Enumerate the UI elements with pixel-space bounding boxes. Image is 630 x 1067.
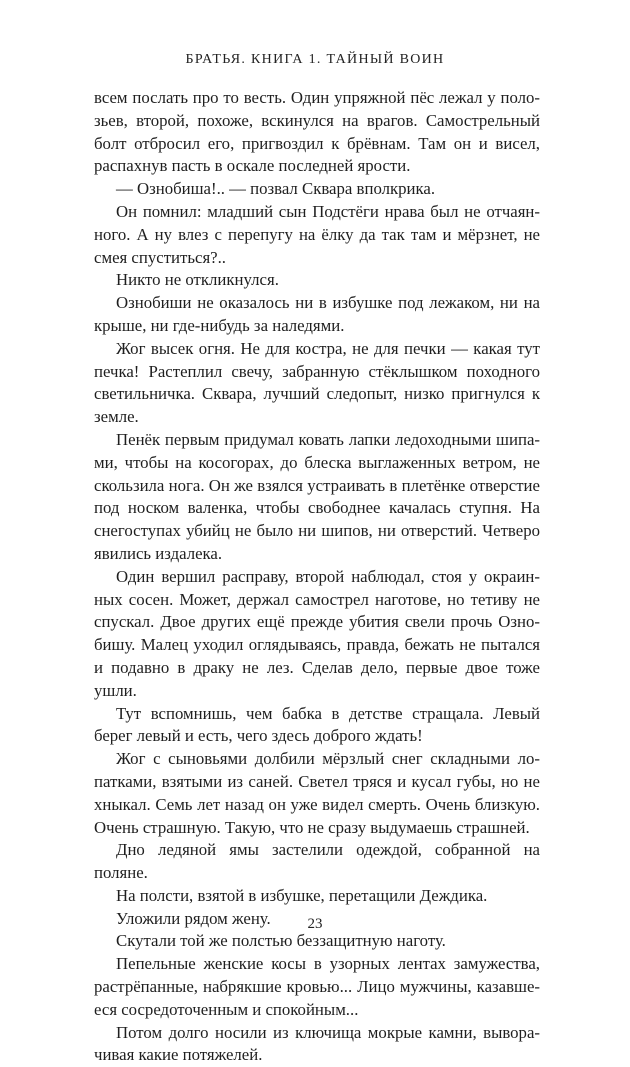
paragraph: Один вершил расправу, второй наблюдал, стоя у окраинных сосен. Может, держал самострел наготове, но тетиву не спускал. Двое других ещё прежде убития свели прочь Ознобишу. Малец уходил оглядываясь, правда, бежать не пытался и подавно в драку не лез. Сделав дело, первые двое тоже ушли. <box>94 566 540 700</box>
paragraph: — Ознобиша!.. — позвал Сквара вполкрика. <box>116 179 436 199</box>
paragraph: Потом долго носили из ключища мокрые камни, выворачивая какие потяжелей. <box>94 1022 540 1065</box>
paragraph: Никто не откликнулся. <box>116 270 279 290</box>
paragraph: На полсти, взятой в избушке, перетащили Деждика. <box>116 885 488 905</box>
paragraph: Жог с сыновьями долбили мёрзлый снег складными лопатками, взятыми из саней. Светел тряся и кусал губы, но не хныкал. Семь лет назад он уже видел смерть. Очень близкую. Очень страшную. Такую, что не сразу выдумаешь страшней. <box>94 749 540 837</box>
paragraph: Жог высек огня. Не для костра, не для печки — какая тут печка! Растеплил свечу, забранную стёклышком походного светильничка. Сквара, лучший следопыт, низко пригнулся к земле. <box>94 338 540 427</box>
paragraph: Пепельные женские косы в узорных лентах замужества, растрёпанные, набрякшие кровью... Лицо мужчины, казавшееся сосредоточенным и спокойным... <box>94 954 540 1019</box>
paragraph: Ознобиши не оказалось ни в избушке под лежаком, ни на крыше, ни где-нибудь за наледями. <box>94 293 540 335</box>
running-head: БРАТЬЯ. КНИГА 1. ТАЙНЫЙ ВОИН <box>185 52 445 67</box>
paragraph: всем послать про то весть. Один упряжной пёс лежал у полозьев, второй, похоже, вскинулся на врагов. Самострельный болт отбросил его, пригвоздил к брёвнам. Там он и висел, распахнув пасть в оскале последней ярости. <box>94 88 540 176</box>
paragraph: Тут вспомнишь, чем бабка в детстве стращала. Левый берег левый и есть, чего здесь доброго ждать! <box>94 703 540 746</box>
paragraph: Скутали той же полстью беззащитную наготу. <box>116 931 446 951</box>
paragraph: Дно ледяной ямы застелили одеждой, собранной на поляне. <box>94 840 540 883</box>
page-number: 23 <box>307 916 323 932</box>
paragraph: Пенёк первым придумал ковать лапки ледоходными шипами, чтобы на косогорах, до блеска выглаженных ветром, не скользила нога. Он же взялся устраивать в плетёнке отверстие под носком валенка, чтобы свободнее качалась ступня. На снегоступах убийц не было ни шипов, ни отверстий. Четверо явились издалека. <box>94 429 540 563</box>
paragraph: Он помнил: младший сын Подстёги нрава был не отчаянного. А ну влез с перепугу на ёлку да так там и мёрзнет, не смея спуститься?.. <box>94 201 540 267</box>
paragraph: Уложили рядом жену. <box>116 908 271 928</box>
